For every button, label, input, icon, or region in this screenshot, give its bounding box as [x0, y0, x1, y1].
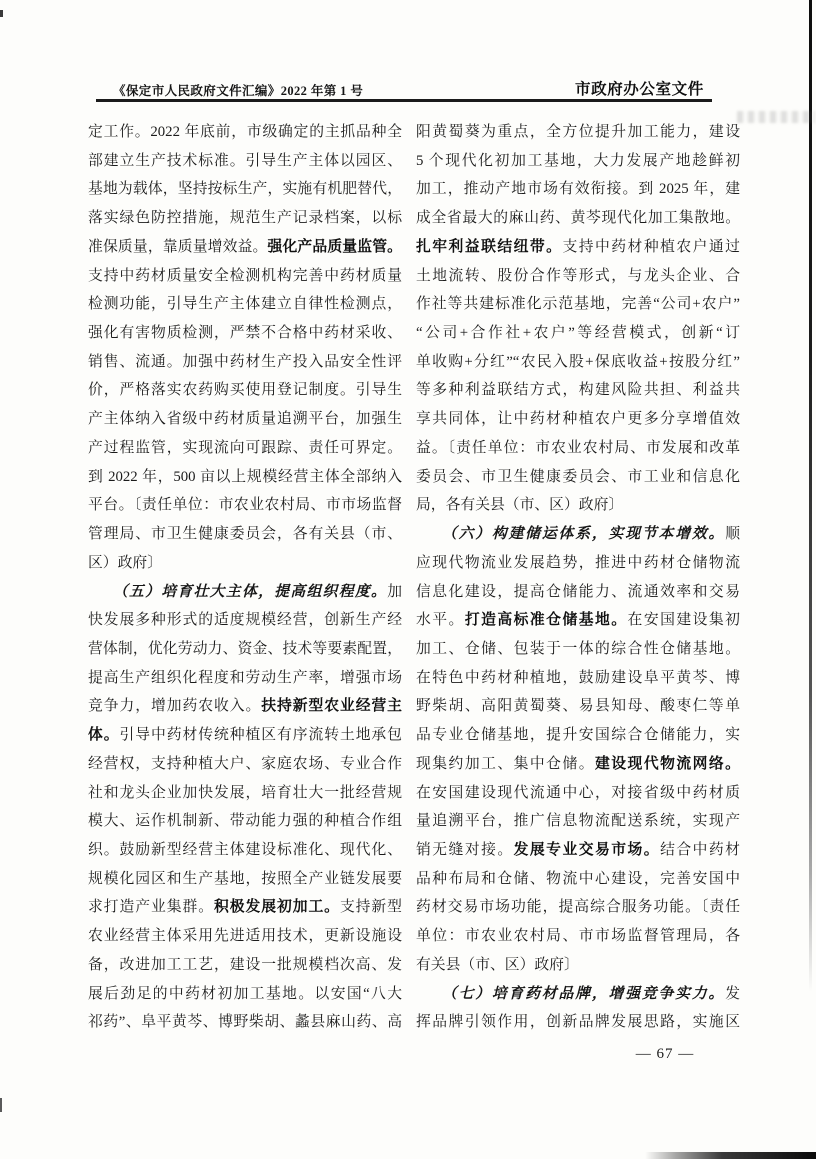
body-text: 提高生产组织化程度和劳动生产率，增强市场	[88, 669, 402, 686]
body-text: 土地流转、股份合作等形式，与龙头企业、合	[416, 267, 740, 284]
scan-bleedthrough-smudge	[737, 111, 815, 123]
body-text: 支持中药材种植农户通过	[562, 238, 740, 255]
header-office-label: 市政府办公室文件	[575, 81, 704, 98]
emphasized-text: 强化产品质量监管。	[267, 238, 402, 255]
body-text: 应现代物流业发展趋势，推进中药材仓储物流	[416, 554, 740, 571]
text-line	[416, 606, 740, 635]
body-text: 社和龙头企业加快发展，培育壮大一批经营规	[88, 784, 402, 801]
header-compilation-title: 《保定市人民政府文件汇编》2022 年第 1 号	[113, 84, 364, 98]
text-line	[416, 578, 740, 607]
text-line	[88, 262, 402, 291]
body-text: 产过程监管，实现流向可跟踪、责任可界定。	[88, 439, 402, 456]
body-text: 局，各有关县（市、区）政府〕	[416, 497, 624, 514]
emphasized-text: 扎牢利益联结纽带。	[416, 238, 563, 255]
text-line	[88, 836, 402, 865]
text-line	[88, 893, 402, 922]
text-line	[88, 1008, 402, 1037]
text-line	[416, 865, 740, 894]
body-text: 引导中药材传统种植区有序流转土地承包	[119, 727, 402, 744]
text-line	[88, 348, 402, 377]
page-number: — 67 —	[635, 1046, 695, 1062]
text-line	[416, 147, 740, 176]
text-line	[416, 922, 740, 951]
body-text: 农业经营主体采用先进适用技术，更新设施设	[88, 928, 402, 945]
text-line	[416, 980, 740, 1009]
body-text: 产主体纳入省级中药材质量追溯平台，加强生	[88, 411, 402, 428]
body-text: 野柴胡、高阳黄蜀葵、易县知母、酸枣仁等单	[416, 698, 740, 715]
body-text: 到 2022 年，500 亩以上规模经营主体全部纳入	[88, 468, 402, 485]
text-line	[88, 980, 402, 1009]
text-line	[88, 118, 402, 147]
text-line	[416, 549, 740, 578]
text-line	[88, 319, 402, 348]
text-line	[88, 463, 402, 492]
body-text: 管理局、市卫生健康委员会，各有关县（市、	[88, 526, 402, 543]
body-text: 在安国建设集初	[627, 612, 740, 629]
text-line	[416, 491, 740, 520]
body-text: 委员会、市卫生健康委员会、市工业和信息化	[416, 468, 740, 485]
scan-bottom-shadow	[645, 1152, 816, 1159]
text-line	[416, 290, 740, 319]
emphasized-text: 积极发展初加工。	[213, 899, 340, 916]
text-line	[416, 635, 740, 664]
body-text: 祁药”、阜平黄芩、博野柴胡、蠡县麻山药、高	[88, 1014, 402, 1031]
body-text: 展后劲足的中药材初加工基地。以安国“八大	[88, 985, 402, 1002]
body-text: 水平。	[416, 612, 465, 629]
body-text: 经营权，支持种植大户、家庭农场、专业合作	[88, 755, 402, 772]
text-line	[416, 951, 740, 980]
scan-edge-line	[809, 0, 812, 992]
body-text: 信息化建设，提高仓储能力、流通效率和交易	[416, 583, 740, 600]
text-line	[88, 549, 402, 578]
scan-corner-mark	[0, 10, 3, 17]
body-text: 单位：市农业农村局、市市场监督管理局，各	[416, 928, 740, 945]
text-line	[88, 721, 402, 750]
text-line	[416, 175, 740, 204]
text-line	[416, 779, 740, 808]
text-line	[88, 578, 402, 607]
body-text: 发	[725, 985, 740, 1002]
body-text: 备，改进加工工艺，建设一批规模档次高、发	[88, 956, 402, 973]
emphasized-text: 体。	[88, 727, 120, 744]
body-text: 益。〔责任单位：市农业农村局、市发展和改革	[416, 439, 740, 456]
text-line	[416, 118, 740, 147]
text-line	[416, 692, 740, 721]
body-text: 在安国建设现代流通中心，对接省级中药材质	[416, 784, 740, 801]
emphasized-text: 打造高标准仓储基地。	[464, 612, 628, 629]
text-line	[416, 405, 740, 434]
body-text: 顺	[725, 526, 740, 543]
body-text: 支持中药材质量安全检测机构完善中药材质量	[88, 267, 402, 284]
text-line	[88, 807, 402, 836]
body-text: 强化有害物质检测，严禁不合格中药材采收、	[88, 325, 402, 342]
left-text-column	[88, 118, 402, 1037]
body-text: 规模化园区和生产基地，按照全产业链发展要	[88, 870, 402, 887]
text-line	[416, 807, 740, 836]
scan-left-edge-mark	[0, 1098, 2, 1112]
header-rule	[96, 99, 712, 102]
body-text: 加工，推动产地市场有效衔接。到 2025 年，建	[416, 181, 740, 198]
body-text: 求打造产业集群。	[88, 899, 214, 916]
body-text: 快发展多种形式的适度规模经营，创新生产经	[88, 612, 402, 629]
text-line	[416, 721, 740, 750]
text-line	[88, 520, 402, 549]
emphasized-text: 发展专业交易市场。	[513, 841, 661, 858]
text-line	[416, 463, 740, 492]
text-line	[88, 175, 402, 204]
text-line	[88, 204, 402, 233]
emphasized-text: 扶持新型农业经营主	[261, 698, 402, 715]
text-line	[416, 348, 740, 377]
body-text: 销售、流通。加强中药材生产投入品安全性评	[88, 353, 402, 370]
body-text: 5 个现代化初加工基地，大力发展产地趁鲜初	[416, 152, 740, 169]
body-text: “公司+合作社+农户”等经营模式，创新“订	[416, 325, 740, 342]
text-line	[416, 262, 740, 291]
body-text: 支持新型	[339, 899, 402, 916]
body-text: 检测功能，引导生产主体建立自律性检测点，	[88, 296, 402, 313]
body-text: 加工、仓储、包装于一体的综合性仓储基地。	[416, 640, 740, 657]
text-line	[416, 376, 740, 405]
body-text: 落实绿色防控措施，规范生产记录档案，以标	[88, 210, 402, 227]
body-text: 平台。〔责任单位：市农业农村局、市市场监督	[88, 497, 402, 514]
text-line	[416, 1008, 740, 1037]
text-line	[88, 405, 402, 434]
body-text: 作社等共建标准化示范基地，完善“公司+农户”	[416, 296, 740, 313]
body-text: 模大、运作机制新、带动能力强的种植合作组	[88, 813, 402, 830]
text-line	[416, 204, 740, 233]
text-line	[416, 750, 740, 779]
text-line	[88, 635, 402, 664]
body-text: 挥品牌引领作用，创新品牌发展思路，实施区	[416, 1014, 740, 1031]
text-line	[88, 376, 402, 405]
body-text: 品专业仓储基地，提升安国综合仓储能力，实	[416, 727, 740, 744]
text-line	[88, 233, 402, 262]
text-line	[88, 750, 402, 779]
text-line	[416, 893, 740, 922]
text-line	[88, 491, 402, 520]
text-line	[416, 319, 740, 348]
text-line	[416, 836, 740, 865]
text-line	[88, 147, 402, 176]
body-text: 价，严格落实农药购买使用登记制度。引导生	[88, 382, 402, 399]
body-text: 量追溯平台，推广信息物流配送系统，实现产	[416, 813, 740, 830]
body-text: 结合中药材	[660, 841, 740, 858]
body-text: 现集约加工、集中仓储。	[416, 755, 595, 772]
subsection-heading-text: （五）培育壮大主体，提高组织程度。	[88, 583, 388, 600]
body-text: 准保质量，靠质量增效益。	[88, 238, 268, 255]
body-text: 基地为载体，坚持按标生产，实施有机肥替代，	[88, 181, 402, 198]
right-text-column	[416, 118, 740, 1037]
body-text: 阳黄蜀葵为重点，全方位提升加工能力，建设	[416, 124, 740, 140]
subsection-heading-text: （七）培育药材品牌，增强竞争实力。	[416, 985, 726, 1002]
body-text: 织。鼓励新型经营主体建设标准化、现代化、	[88, 841, 402, 858]
text-line	[416, 520, 740, 549]
text-line	[88, 664, 402, 693]
body-text: 竞争力，增加药农收入。	[88, 698, 262, 715]
text-line	[88, 692, 402, 721]
text-line	[88, 922, 402, 951]
body-text: 定工作。2022 年底前，市级确定的主抓品种全	[88, 124, 402, 140]
body-text: 加	[387, 583, 402, 600]
body-text: 销无缝对接。	[416, 841, 514, 858]
body-text: 有关县（市、区）政府〕	[416, 956, 579, 973]
body-text: 区）政府〕	[88, 554, 162, 571]
text-line	[88, 951, 402, 980]
body-text: 等多种利益联结方式，构建风险共担、利益共	[416, 382, 740, 399]
body-text: 成全省最大的麻山药、黄芩现代化加工集散地。	[416, 210, 740, 227]
text-line	[88, 290, 402, 319]
body-text: 在特色中药材种植地，鼓励建设阜平黄芩、博	[416, 669, 740, 686]
body-text: 营体制，优化劳动力、资金、技术等要素配置，	[88, 640, 402, 657]
body-text: 部建立生产技术标准。引导生产主体以园区、	[88, 152, 402, 169]
text-line	[416, 664, 740, 693]
body-text: 享共同体，让中药材种植农户更多分享增值效	[416, 411, 740, 428]
body-text: 单收购+分红”“农民入股+保底收益+按股分红”	[416, 353, 740, 370]
text-line	[416, 434, 740, 463]
subsection-heading-text: （六）构建储运体系，实现节本增效。	[416, 526, 726, 543]
text-line	[416, 233, 740, 262]
text-line	[88, 606, 402, 635]
emphasized-text: 建设现代物流网络。	[595, 755, 740, 772]
text-line	[88, 779, 402, 808]
body-text: 药材交易市场功能，提高综合服务功能。〔责任	[416, 899, 740, 916]
body-text: 品种布局和仓储、物流中心建设，完善安国中	[416, 870, 740, 887]
text-line	[88, 434, 402, 463]
text-line	[88, 865, 402, 894]
